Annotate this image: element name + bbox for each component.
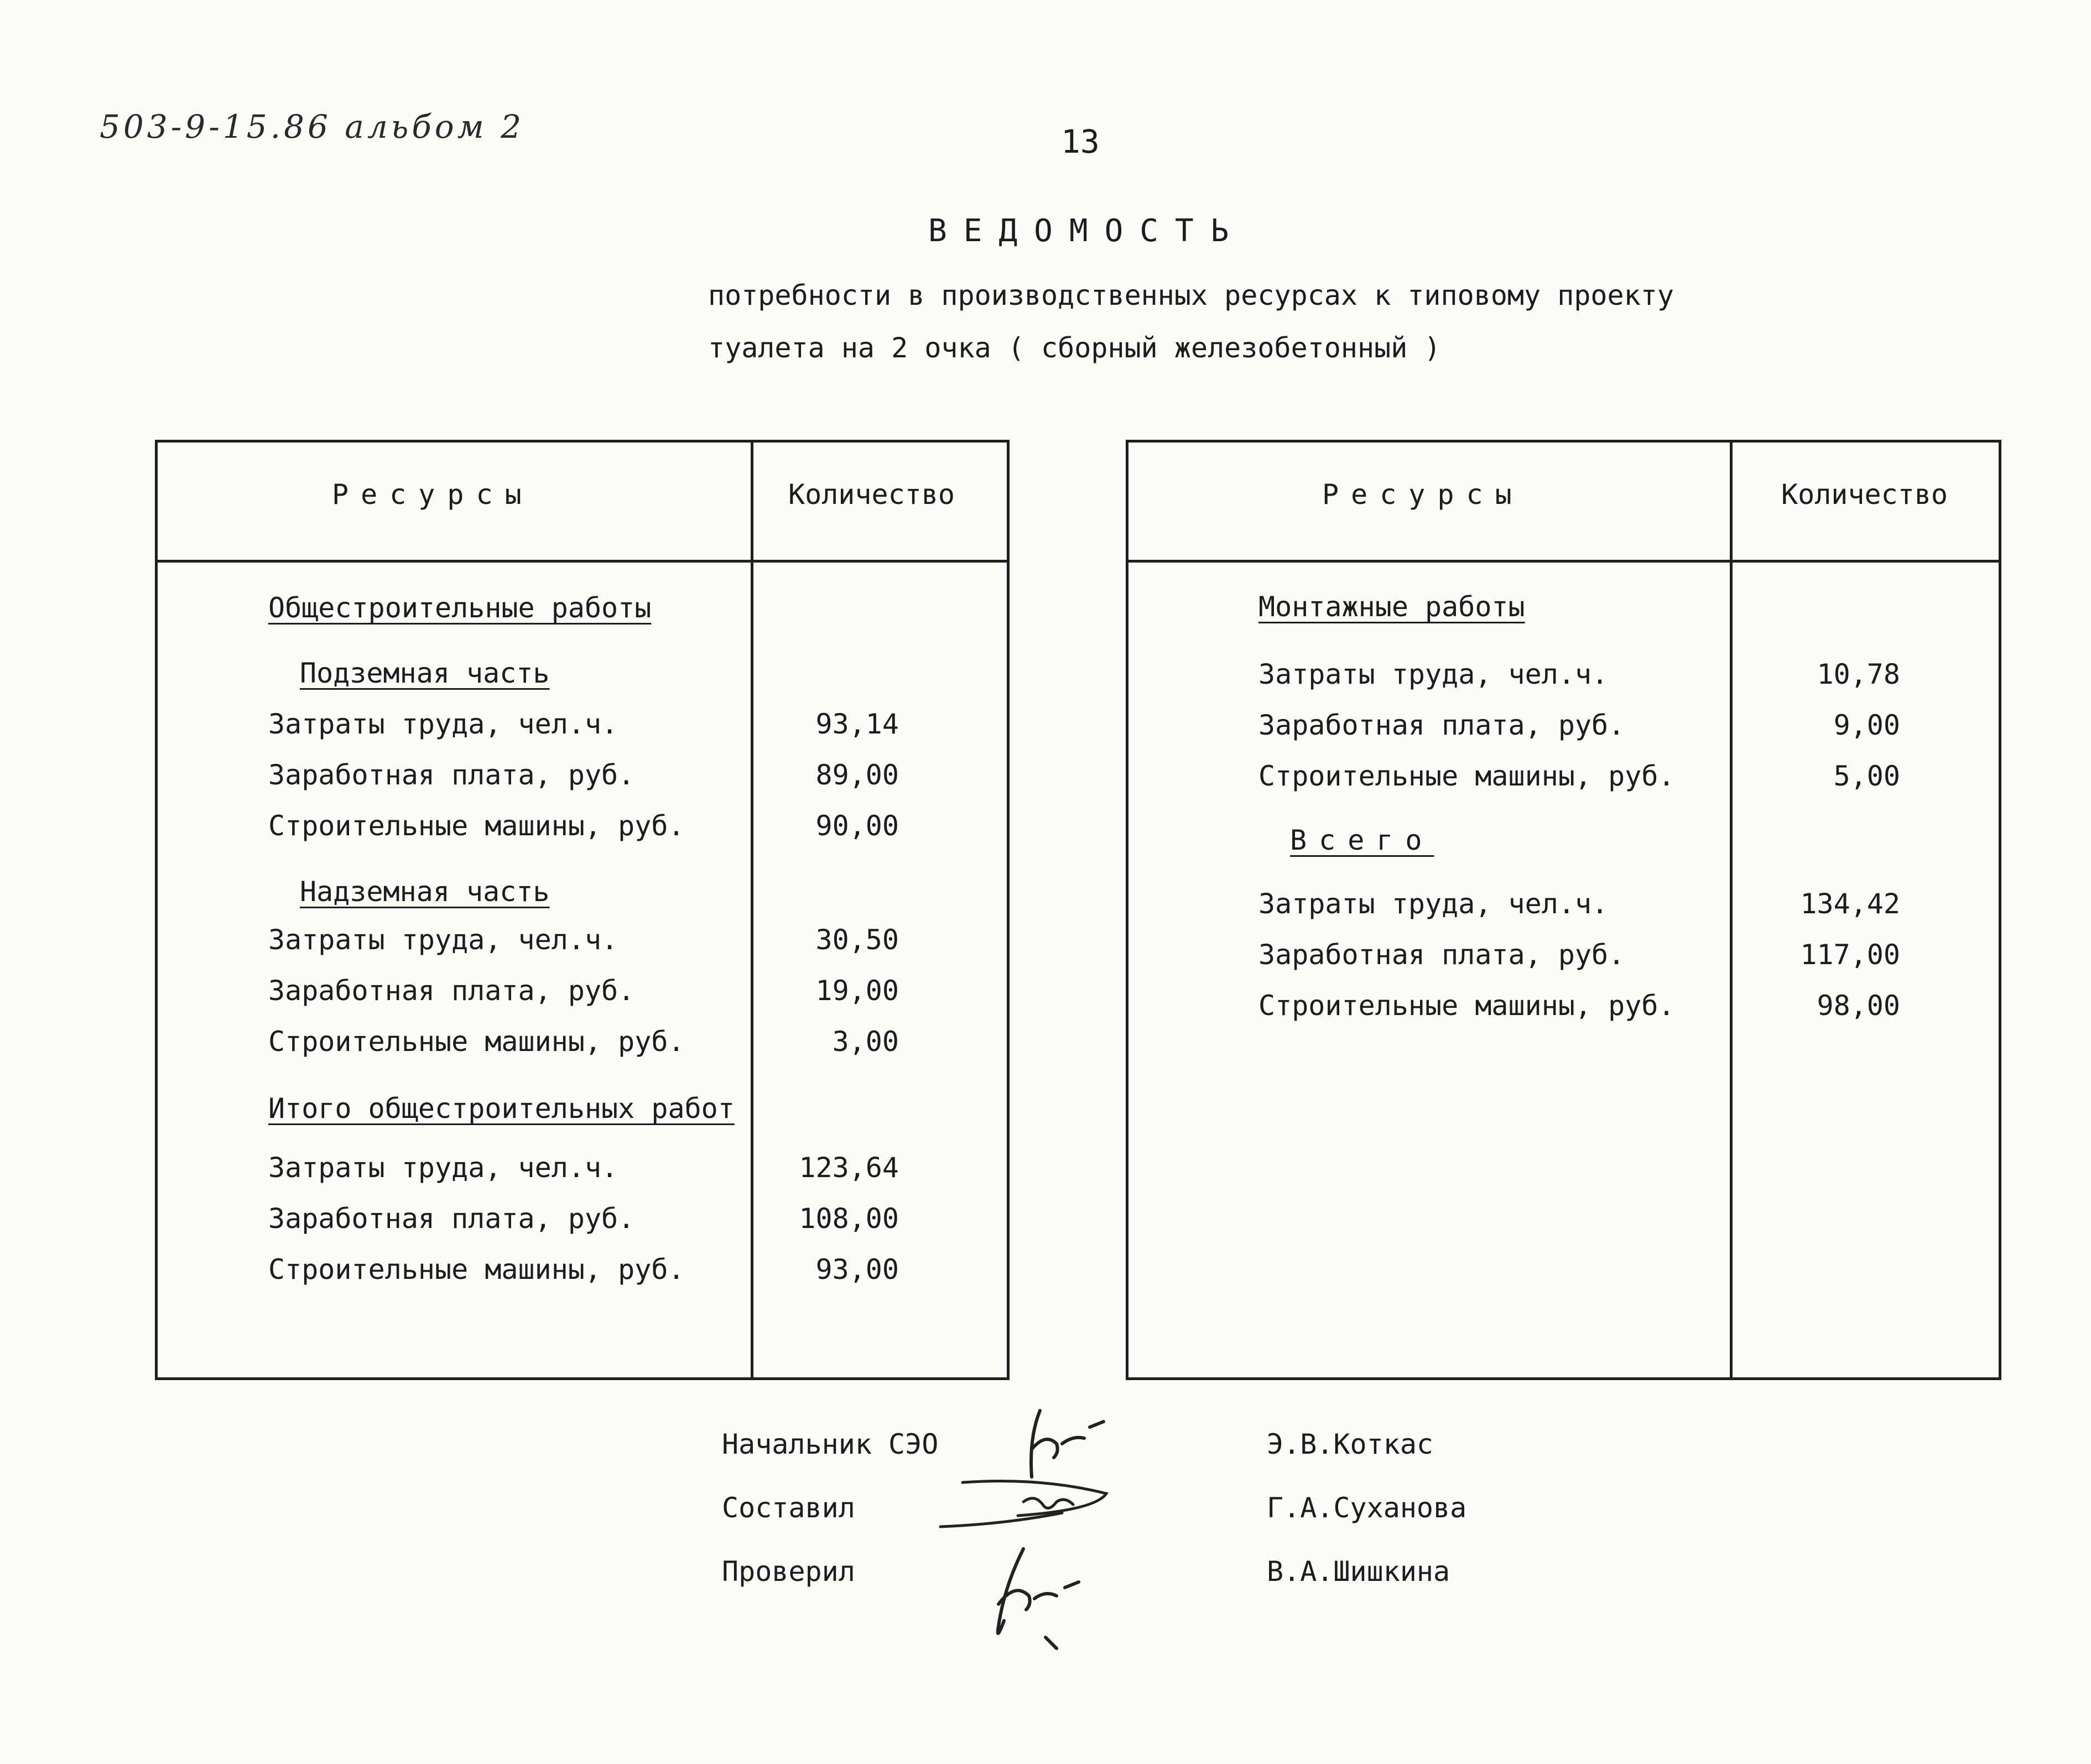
subsection-total-general: Итого общестроительных работ (268, 1092, 735, 1125)
total-general-wage-label: Заработная плата, руб. (268, 1203, 635, 1235)
left-table-header-divider (158, 560, 1007, 563)
total-general-labor-value: 123,64 (799, 1152, 899, 1184)
underground-labor-label: Затраты труда, чел.ч. (268, 708, 618, 740)
underground-machines-value: 90,00 (815, 810, 899, 842)
aboveground-wage-label: Заработная плата, руб. (268, 975, 635, 1007)
total-machines-value: 98,00 (1817, 990, 1900, 1022)
total-labor-value: 134,42 (1800, 888, 1900, 920)
left-table-column-divider (751, 443, 753, 1377)
aboveground-machines-value: 3,00 (832, 1026, 899, 1058)
signature-role-compiled: Составил (722, 1492, 855, 1524)
left-header-quantity: Количество (788, 478, 955, 511)
total-machines-label: Строительные машины, руб. (1258, 990, 1675, 1022)
right-resources-table (1126, 440, 2001, 1380)
installation-labor-label: Затраты труда, чел.ч. (1258, 658, 1609, 690)
total-general-labor-label: Затраты труда, чел.ч. (268, 1152, 618, 1184)
document-subtitle-line2: туалета на 2 очка ( сборный железобетонный ) (708, 332, 1441, 364)
document-title: ВЕДОМОСТЬ (928, 213, 1246, 249)
total-wage-value: 117,00 (1800, 939, 1900, 971)
aboveground-labor-value: 30,50 (815, 924, 899, 956)
signature-role-head: Начальник СЭО (722, 1428, 939, 1460)
subsection-underground: Подземная часть (300, 657, 550, 689)
total-general-machines-label: Строительные машины, руб. (268, 1253, 685, 1286)
right-table-header-divider (1128, 560, 1999, 563)
underground-wage-value: 89,00 (815, 759, 899, 791)
total-wage-label: Заработная плата, руб. (1258, 939, 1625, 971)
aboveground-wage-value: 19,00 (815, 975, 899, 1007)
installation-machines-label: Строительные машины, руб. (1258, 760, 1675, 792)
page-number: 13 (1061, 123, 1100, 160)
signature-name-checked: В.А.Шишкина (1267, 1555, 1450, 1588)
underground-labor-value: 93,14 (815, 708, 899, 740)
installation-labor-value: 10,78 (1817, 658, 1900, 690)
right-header-quantity: Количество (1781, 478, 1948, 511)
document-subtitle-line1: потребности в производственных ресурсах к типовому проекту (708, 279, 1674, 311)
document-code: 503-9-15.86 альбом 2 (100, 108, 525, 145)
signature-name-compiled: Г.А.Суханова (1267, 1492, 1467, 1524)
signature-name-head: Э.В.Коткас (1267, 1428, 1434, 1460)
installation-wage-label: Заработная плата, руб. (1258, 709, 1625, 741)
total-general-machines-value: 93,00 (815, 1253, 899, 1286)
left-resources-table (155, 440, 1010, 1380)
installation-wage-value: 9,00 (1833, 709, 1900, 741)
subsection-aboveground: Надземная часть (300, 876, 550, 908)
underground-machines-label: Строительные машины, руб. (268, 810, 685, 842)
left-header-resources: Ресурсы (332, 478, 534, 511)
total-labor-label: Затраты труда, чел.ч. (1258, 888, 1609, 920)
section-installation-works: Монтажные работы (1258, 591, 1525, 623)
underground-wage-label: Заработная плата, руб. (268, 759, 635, 791)
handwritten-signature-compiled (929, 1471, 1117, 1538)
installation-machines-value: 5,00 (1833, 760, 1900, 792)
handwritten-signature-checked (974, 1543, 1084, 1654)
right-table-column-divider (1730, 443, 1733, 1377)
total-general-wage-value: 108,00 (799, 1203, 899, 1235)
aboveground-machines-label: Строительные машины, руб. (268, 1026, 685, 1058)
section-total: Всего (1290, 824, 1434, 856)
right-header-resources: Ресурсы (1322, 478, 1524, 511)
aboveground-labor-label: Затраты труда, чел.ч. (268, 924, 618, 956)
section-general-works: Общестроительные работы (268, 592, 652, 624)
signature-role-checked: Проверил (722, 1555, 855, 1588)
